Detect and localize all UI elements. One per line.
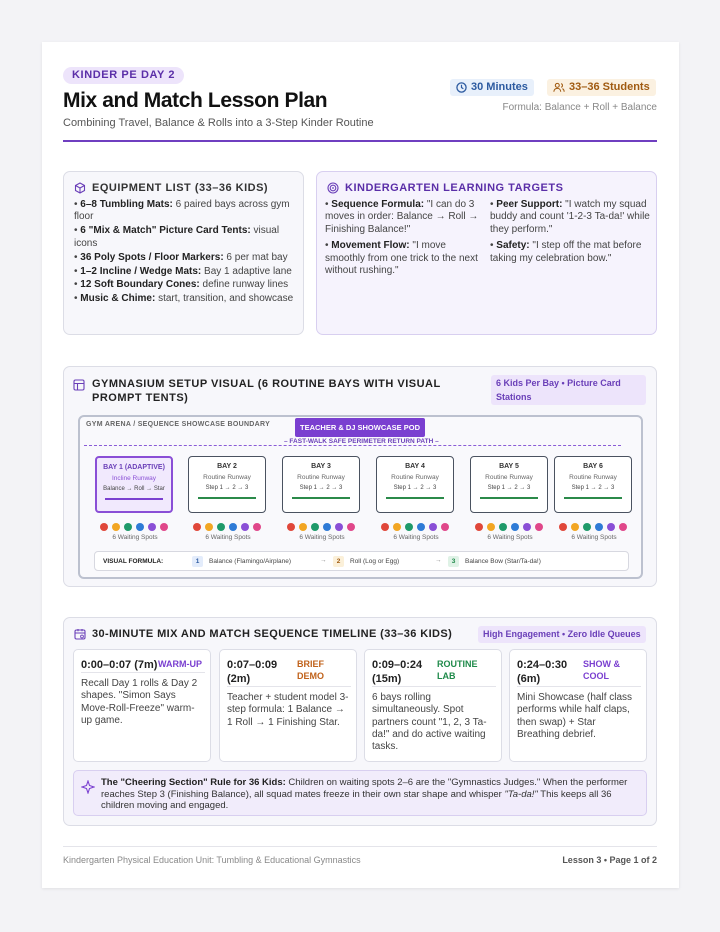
equipment-title: EQUIPMENT LIST (33–36 KIDS) [92,182,269,194]
poly-spot [136,523,144,531]
waiting-spots [559,523,627,531]
bay-subtitle: Routine Runway [485,474,533,481]
phase-tag: WARM-UP [158,659,202,669]
calendar-icon [74,628,86,640]
footer-unit: Kindergarten Physical Education Unit: Tumbling & Educational Gymnastics [63,855,361,865]
footer-divider [63,846,657,847]
waiting-spots [381,523,449,531]
poly-spot [619,523,627,531]
poly-spot [535,523,543,531]
poly-spot [347,523,355,531]
poly-spot [393,523,401,531]
poly-spot [381,523,389,531]
poly-spot [148,523,156,531]
poly-spot [607,523,615,531]
poly-spot [417,523,425,531]
bay-title: BAY 1 (ADAPTIVE) [103,464,165,471]
formula-label: VISUAL FORMULA: [103,558,164,565]
poly-spot [229,523,237,531]
arena-label: GYM ARENA / SEQUENCE SHOWCASE BOUNDARY [86,421,271,428]
bay-title: BAY 6 [583,463,603,470]
bay-subtitle: Routine Runway [203,474,251,481]
formula-summary: Formula: Balance + Roll + Balance [502,102,657,113]
target-icon [327,182,339,194]
lesson-plan-page [42,42,679,888]
bay-2 [188,456,266,513]
waiting-label: 6 Waiting Spots [112,534,158,541]
targets-right-list [490,199,650,269]
waiting-label: 6 Waiting Spots [299,534,345,541]
phase-tag: BRIEF DEMO [297,659,324,681]
mat-runway [198,497,256,499]
bay-subtitle: Routine Runway [297,474,345,481]
timeline-phase-card [509,649,647,762]
bay-steps: Step 1 → 2 → 3 [205,485,249,491]
header-divider [63,140,657,142]
phase-time: 0:24–0:30 (6m) [517,659,568,685]
sparkle-icon [81,780,95,794]
engagement-badge: High Engagement • Zero Idle Queues [478,626,646,643]
bay-subtitle: Routine Runway [569,474,617,481]
duration-badge [450,79,534,96]
mat-runway [564,497,622,499]
bay-steps: Step 1 → 2 → 3 [487,485,531,491]
poly-spot [311,523,319,531]
list-item: • Movement Flow: "I move smoothly from one trick to the next without rushing." [325,240,478,277]
list-item: • 6 "Mix & Match" Picture Card Tents: visual icons [74,225,280,249]
phase-description: Mini Showcase (half class performs while half claps, then swap) + Star Breathing debrief. [517,692,633,740]
phase-tag: ROUTINE LAB [437,659,478,681]
bay-title: BAY 2 [217,463,237,470]
bay-1 [95,456,173,513]
phase-divider [227,686,351,687]
users-icon [553,82,565,93]
phase-divider [372,686,496,687]
list-item: • 6–8 Tumbling Mats: 6 paired bays across gym floor [74,199,290,223]
teacher-pod: TEACHER & DJ SHOWCASE POD [295,418,425,437]
poly-spot [193,523,201,531]
formula-step-text: Balance (Flamingo/Airplane) [209,558,292,565]
poly-spot [405,523,413,531]
day-tag: KINDER PE DAY 2 [63,67,184,84]
poly-spot [112,523,120,531]
step-number: 2 [333,556,344,567]
timeline-title: 30-MINUTE MIX AND MATCH SEQUENCE TIMELINE (33–36 KIDS) [92,628,453,640]
poly-spot [487,523,495,531]
poly-spot [160,523,168,531]
phase-time: 0:00–0:07 (7m) [81,659,158,671]
bay-steps: Balance → Roll → Star [103,486,165,492]
poly-spot [217,523,225,531]
page-subtitle: Combining Travel, Balance & Rolls into a 3-Step Kinder Routine [63,117,374,129]
poly-spot [475,523,483,531]
students-badge [547,79,656,96]
poly-spot [287,523,295,531]
poly-spot [205,523,213,531]
mat-runway [480,497,538,499]
gym-setup-title: GYMNASIUM SETUP VISUAL (6 ROUTINE BAYS WITH VISUAL PROMPT TENTS) [92,378,441,404]
poly-spot [583,523,591,531]
poly-spot [299,523,307,531]
waiting-spots [475,523,543,531]
formula-step-text: Roll (Log or Egg) [350,558,400,565]
mat-runway [386,497,444,499]
list-item: • 12 Soft Boundary Cones: define runway lines [74,279,289,291]
bay-6 [554,456,632,513]
poly-spot [335,523,343,531]
layout-icon [73,379,85,391]
list-item: • 36 Poly Spots / Floor Markers: 6 per mat bay [74,251,288,263]
phase-time: 0:09–0:24 (15m) [372,659,423,685]
step-number: 3 [448,556,459,567]
phase-tag: SHOW & COOL [583,659,620,681]
targets-heading [327,182,563,194]
waiting-label: 6 Waiting Spots [571,534,617,541]
poly-spot [523,523,531,531]
bay-info-badge: 6 Kids Per Bay • Picture Card Stations [491,375,646,405]
mat-runway [105,498,163,500]
poly-spot [241,523,249,531]
students-label: 33–36 Students [569,81,650,93]
arrow-icon: → [320,557,327,564]
perimeter-label: – FAST-WALK SAFE PERIMETER RETURN PATH – [284,438,439,445]
phase-description: Teacher + student model 3-step formula: 1 Balance → 1 Roll → 1 Finishing Star. [227,692,349,728]
poly-spot [100,523,108,531]
bay-subtitle: Incline Runway [111,475,157,482]
bay-subtitle: Routine Runway [391,474,439,481]
waiting-label: 6 Waiting Spots [205,534,251,541]
phase-divider [81,672,205,673]
phase-description: 6 bays rolling simultaneously. Spot partners count "1, 2, 3 Ta-da!" and do active waiting tasks. [372,692,487,753]
waiting-spots [193,523,261,531]
list-item: • 1–2 Incline / Wedge Mats: Bay 1 adaptive lane [74,265,292,277]
targets-title: KINDERGARTEN LEARNING TARGETS [345,182,564,194]
phase-description: Recall Day 1 rolls & Day 2 shapes. "Simon Says Move-Roll-Freeze" warm-up game. [81,678,198,726]
bay-title: BAY 4 [405,463,425,470]
page-title: Mix and Match Lesson Plan [63,89,328,112]
bay-title: BAY 3 [311,463,331,470]
bay-steps: Step 1 → 2 → 3 [571,485,615,491]
cheering-rule-callout [73,770,647,816]
visual-formula-bar [94,551,629,571]
poly-spot [323,523,331,531]
arrow-icon: → [435,557,442,564]
targets-left-list [325,199,483,281]
waiting-spots [287,523,355,531]
poly-spot [441,523,449,531]
mat-runway [292,497,350,499]
bay-4 [376,456,454,513]
poly-spot [429,523,437,531]
poly-spot [499,523,507,531]
equipment-heading [74,182,268,194]
timeline-heading [74,628,452,640]
cube-icon [74,182,86,194]
bay-title: BAY 5 [499,463,519,470]
perimeter-path [84,445,621,446]
cheering-rule-text: The "Cheering Section" Rule for 36 Kids: Children on waiting spots 2–6 are the "Gymnastics Judges." When the performer reaches Step 3 (Finishing Balance), all squad mates freeze in their own star shape and whisper "Ta-da!" This keeps all 36 children moving and engaged. [101,777,628,812]
equipment-card [63,171,304,335]
clock-icon [456,82,467,93]
waiting-label: 6 Waiting Spots [393,534,439,541]
waiting-label: 6 Waiting Spots [487,534,533,541]
list-item: • Music & Chime: start, transition, and showcase [74,293,294,305]
list-item: • Peer Support: "I watch my squad buddy and count '1-2-3 Ta-da!' while they perform." [490,199,650,235]
learning-targets-card [316,171,657,335]
poly-spot [511,523,519,531]
footer-page: Lesson 3 • Page 1 of 2 [562,855,657,865]
timeline-phase-card [73,649,211,762]
bay-steps: Step 1 → 2 → 3 [393,485,437,491]
equipment-list [74,199,299,307]
phase-time: 0:07–0:09 (2m) [227,659,278,685]
list-item: • Safety: "I step off the mat before taking my celebration bow." [490,240,642,264]
step-number: 1 [192,556,203,567]
poly-spot [253,523,261,531]
duration-label: 30 Minutes [471,81,528,93]
poly-spot [571,523,579,531]
bay-3 [282,456,360,513]
bay-steps: Step 1 → 2 → 3 [299,485,343,491]
bay-5 [470,456,548,513]
poly-spot [124,523,132,531]
timeline-phase-card [219,649,357,762]
poly-spot [559,523,567,531]
formula-step-text: Balance Bow (Star/Ta-da!) [465,558,541,565]
phase-divider [517,686,641,687]
poly-spot [595,523,603,531]
waiting-spots [100,523,168,531]
list-item: • Sequence Formula: "I can do 3 moves in order: Balance → Roll → Finishing Balance!" [325,199,479,235]
timeline-phase-card [364,649,502,762]
